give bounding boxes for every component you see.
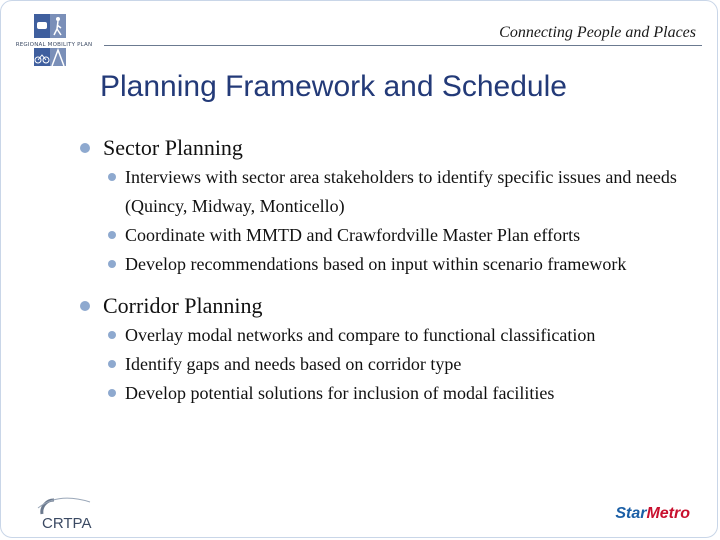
bullet-dot-icon xyxy=(108,389,116,397)
bullet-dot-icon xyxy=(80,143,90,153)
sub-bullet-text: Develop potential solutions for inclusion of modal facilities xyxy=(125,383,555,403)
sub-bullet xyxy=(78,350,703,379)
sub-bullet-text: Interviews with sector area stakeholders to identify specific issues and needs (Quincy, Midway, Monticello) xyxy=(125,167,677,216)
sub-bullet-text: Overlay modal networks and compare to functional classification xyxy=(125,325,596,345)
sub-bullet xyxy=(78,221,703,250)
sub-bullet-text: Identify gaps and needs based on corridor type xyxy=(125,354,462,374)
bullet-dot-icon xyxy=(108,331,116,339)
sub-bullet xyxy=(78,379,703,408)
bullet-dot-icon xyxy=(80,301,90,311)
bullet-sector-planning xyxy=(78,133,703,163)
sub-bullet-text: Develop recommendations based on input within scenario framework xyxy=(125,254,627,274)
sub-bullet xyxy=(78,163,703,221)
starmetro-logo-metro: Metro xyxy=(646,505,690,522)
bullet-dot-icon xyxy=(108,360,116,368)
bullet-text: Corridor Planning xyxy=(103,293,263,318)
sub-bullet xyxy=(78,250,703,279)
header-tagline: Connecting People and Places xyxy=(499,24,696,41)
sub-bullet xyxy=(78,321,703,350)
bullet-dot-icon xyxy=(108,173,116,181)
bullet-corridor-planning xyxy=(78,291,703,321)
crtpa-logo xyxy=(28,494,108,532)
starmetro-logo-star: Star xyxy=(615,505,647,522)
bullet-text: Sector Planning xyxy=(103,135,243,160)
slide-title: Planning Framework and Schedule xyxy=(100,70,567,103)
slide-content xyxy=(78,131,703,408)
starmetro-logo xyxy=(615,505,690,523)
bullet-dot-icon xyxy=(108,260,116,268)
logo-caption: REGIONAL MOBILITY PLAN xyxy=(15,42,93,48)
bullet-dot-icon xyxy=(108,231,116,239)
crtpa-logo-text: CRTPA xyxy=(42,515,92,532)
sub-bullet-text: Coordinate with MMTD and Crawfordville Master Plan efforts xyxy=(125,225,581,245)
regional-mobility-plan-logo xyxy=(6,10,106,68)
header-divider xyxy=(104,45,702,46)
